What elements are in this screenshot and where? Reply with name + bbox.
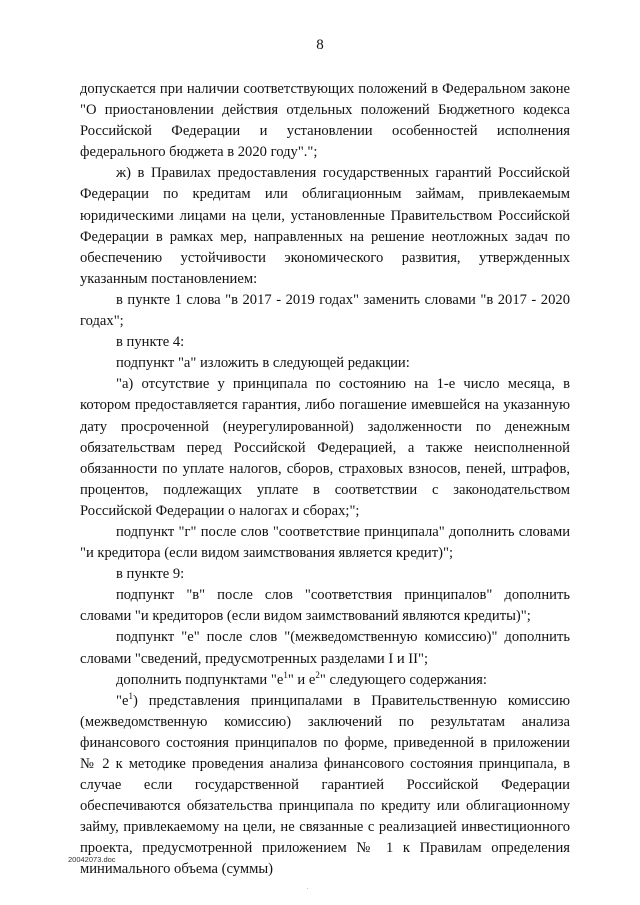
supplement-sup-a: 1 xyxy=(283,669,288,680)
supplement-middle: " и е xyxy=(287,671,316,688)
paragraph-6: "а) отсутствие у принципала по состоянию на 1-е число месяца, в котором предоставляется гарантия, либо погашение имевшейся на указанную дату просроченной (неурегулированной) задолженности по денежным обязательствам перед Российской Федерацией, а также неисполненной обязанности по уплате налогов, сборов, страховых взносов, пеней, штрафов, процентов, подлежащих уплате в соответствии с законодательством Российской Федерации о налогах и сборах;"; xyxy=(80,376,570,519)
paragraph-4: в пункте 4: xyxy=(116,334,185,351)
paragraph-1: допускается при наличии соответствующих положений в Федеральном законе "О приостановлении действия отдельных положений Бюджетного кодекса Российской Федерации и установлении особенностей исполнения федерального бюджета в 2020 году"."; xyxy=(80,81,570,161)
supplement-after: " следующего содержания: xyxy=(319,671,487,688)
supplement-before: дополнить подпунктами "е xyxy=(116,671,284,688)
document-body xyxy=(80,79,570,881)
footer-mark: . xyxy=(307,885,309,891)
paragraph-8: в пункте 9: xyxy=(116,566,185,583)
page-number: 8 xyxy=(316,37,324,53)
paragraph-3: в пункте 1 слова "в 2017 - 2019 годах" заменить словами "в 2017 - 2020 годах"; xyxy=(80,291,570,330)
supplement-sup-b: 2 xyxy=(315,669,320,680)
last-sup: 1 xyxy=(128,690,133,701)
paragraph-supplement xyxy=(80,670,570,691)
paragraph-2: ж) в Правилах предоставления государственных гарантий Российской Федерации по кредитам или облигационным займам, привлекаемым юридическими лицами на цели, установленные Правительством Российской Федерации в рамках мер, направленных на решение неотложных задач по обеспечению устойчивости экономического развития, утвержденных указанным постановлением: xyxy=(80,165,570,287)
paragraph-5: подпункт "а" изложить в следующей редакции: xyxy=(116,355,410,372)
last-prefix: "е xyxy=(116,692,129,709)
paragraph-10: подпункт "е" после слов "(межведомственную комиссию)" дополнить словами "сведений, предусмотренных разделами I и II"; xyxy=(80,629,570,667)
paragraph-7: подпункт "г" после слов "соответствие принципала" дополнить словами "и кредитора (если видом заимствования является кредит)"; xyxy=(80,523,570,562)
paragraph-last xyxy=(80,691,570,881)
document-id: 20042073.doc xyxy=(68,855,116,864)
paragraph-9: подпункт "в" после слов "соответствия принципалов" дополнить словами "и кредиторов (если видом заимствований являются кредиты)"; xyxy=(80,587,570,625)
last-text: ) представления принципалами в Правительственную комиссию (межведомственную комиссию) заключений по результатам анализа финансового состояния принципалов по форме, приведенной в приложении № 2 к методике проведения анализа финансового состояния принципала, в случае если государственной гарантией Российской Федерации обеспечиваются обязательства принципала по кредиту или облигационному займу, привлекаемому на цели, не связанные с реализацией инвестиционного проекта, предусмотренной приложением № 1 к Правилам определения минимального объема (суммы) xyxy=(80,692,570,878)
